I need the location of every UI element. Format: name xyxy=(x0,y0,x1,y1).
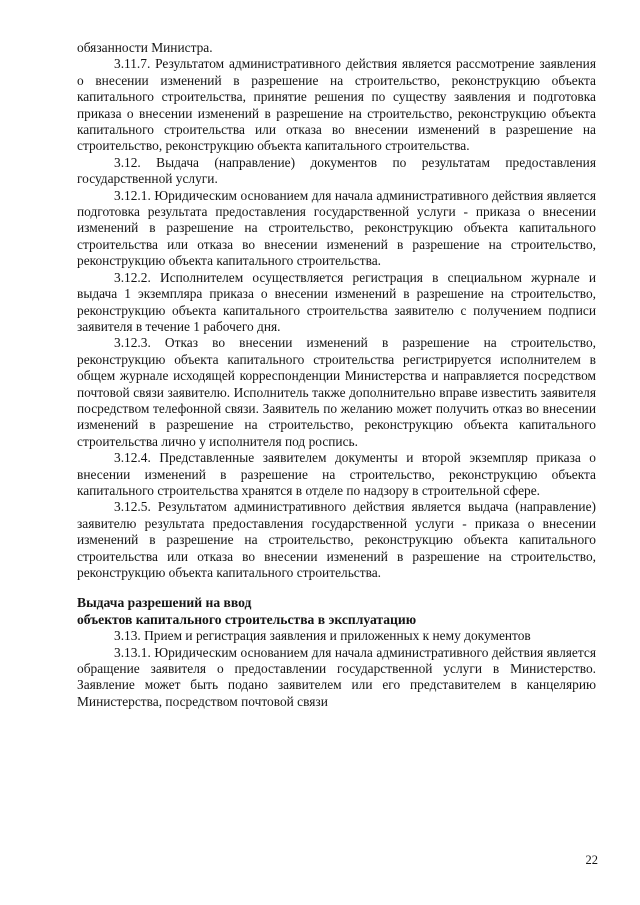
paragraph-continuation: обязанности Министра. xyxy=(77,40,213,55)
paragraph-3-12-5: 3.12.5. Результатом административного действия является выдача (направление) заявителю результата предоставления государственной услуги - приказа о внесении изменений в разрешение на строительство, реконструкцию объекта капитального строительства или отказа во внесении изменений в разрешение на строительство, реконструкцию объекта капитального строительства. xyxy=(77,499,596,580)
section-heading-line-2: объектов капитального строительства в эксплуатацию xyxy=(77,611,417,627)
section-heading xyxy=(77,595,596,628)
paragraph-3-12-2: 3.12.2. Исполнителем осуществляется регистрация в специальном журнале и выдача 1 экземпляра приказа о внесении изменений в разрешение на строительство, реконструкцию объекта капитального строительства заявителю с получением подписи заявителя в течение 1 рабочего дня. xyxy=(77,269,596,334)
paragraph-3-11-7: 3.11.7. Результатом административного действия является рассмотрение заявления о внесении изменений в разрешение на строительство, реконструкцию объекта капитального строительства, принятие решения по существу заявления и подготовка приказа о внесении изменений в разрешение на строительство, реконструкцию объекта капитального строительства или отказа во внесении изменений в разрешение на строительство, реконструкцию объекта капитального строительства. xyxy=(77,56,596,154)
paragraph-3-12-4: 3.12.4. Представленные заявителем документы и второй экземпляр приказа о внесении изменений в разрешение на строительство, реконструкцию объекта капитального строительства хранятся в отделе по надзору в строительной сфере. xyxy=(77,450,596,498)
paragraph-3-13-1: 3.13.1. Юридическим основанием для начала административного действия является обращение заявителя о предоставлении государственной услуги в Министерство. Заявление может быть подано заявителем или его представителем в канцелярию Министерства, посредством почтовой связи xyxy=(77,644,596,709)
paragraph-3-13: 3.13. Прием и регистрация заявления и приложенных к нему документов xyxy=(114,628,531,644)
paragraph-3-12-1: 3.12.1. Юридическим основанием для начала административного действия является подготовка результата предоставления государственной услуги - приказа о внесении изменений в разрешение на строительство, реконструкцию объекта капитального строительства или отказа во внесении изменений в разрешение на строительство, реконструкцию объекта капитального строительства. xyxy=(77,187,596,269)
document-body xyxy=(77,40,596,710)
paragraph-3-12-3: 3.12.3. Отказ во внесении изменений в разрешение на строительство, реконструкцию объекта капитального строительства регистрируется исполнителем в общем журнале исходящей корреспонденции Министерства и направляется посредством почтовой связи заявителю. Исполнитель также дополнительно вправе известить заявителя посредством телефонной связи. Заявитель по желанию может получить отказ во внесении изменений в разрешение на строительство, реконструкцию объекта капитального строительства лично у исполнителя под роспись. xyxy=(77,335,596,449)
paragraph-3-12: 3.12. Выдача (направление) документов по результатам предоставления государственной услуги. xyxy=(77,154,596,187)
section-heading-line-1: Выдача разрешений на ввод xyxy=(77,595,252,611)
page-number: 22 xyxy=(585,853,598,867)
